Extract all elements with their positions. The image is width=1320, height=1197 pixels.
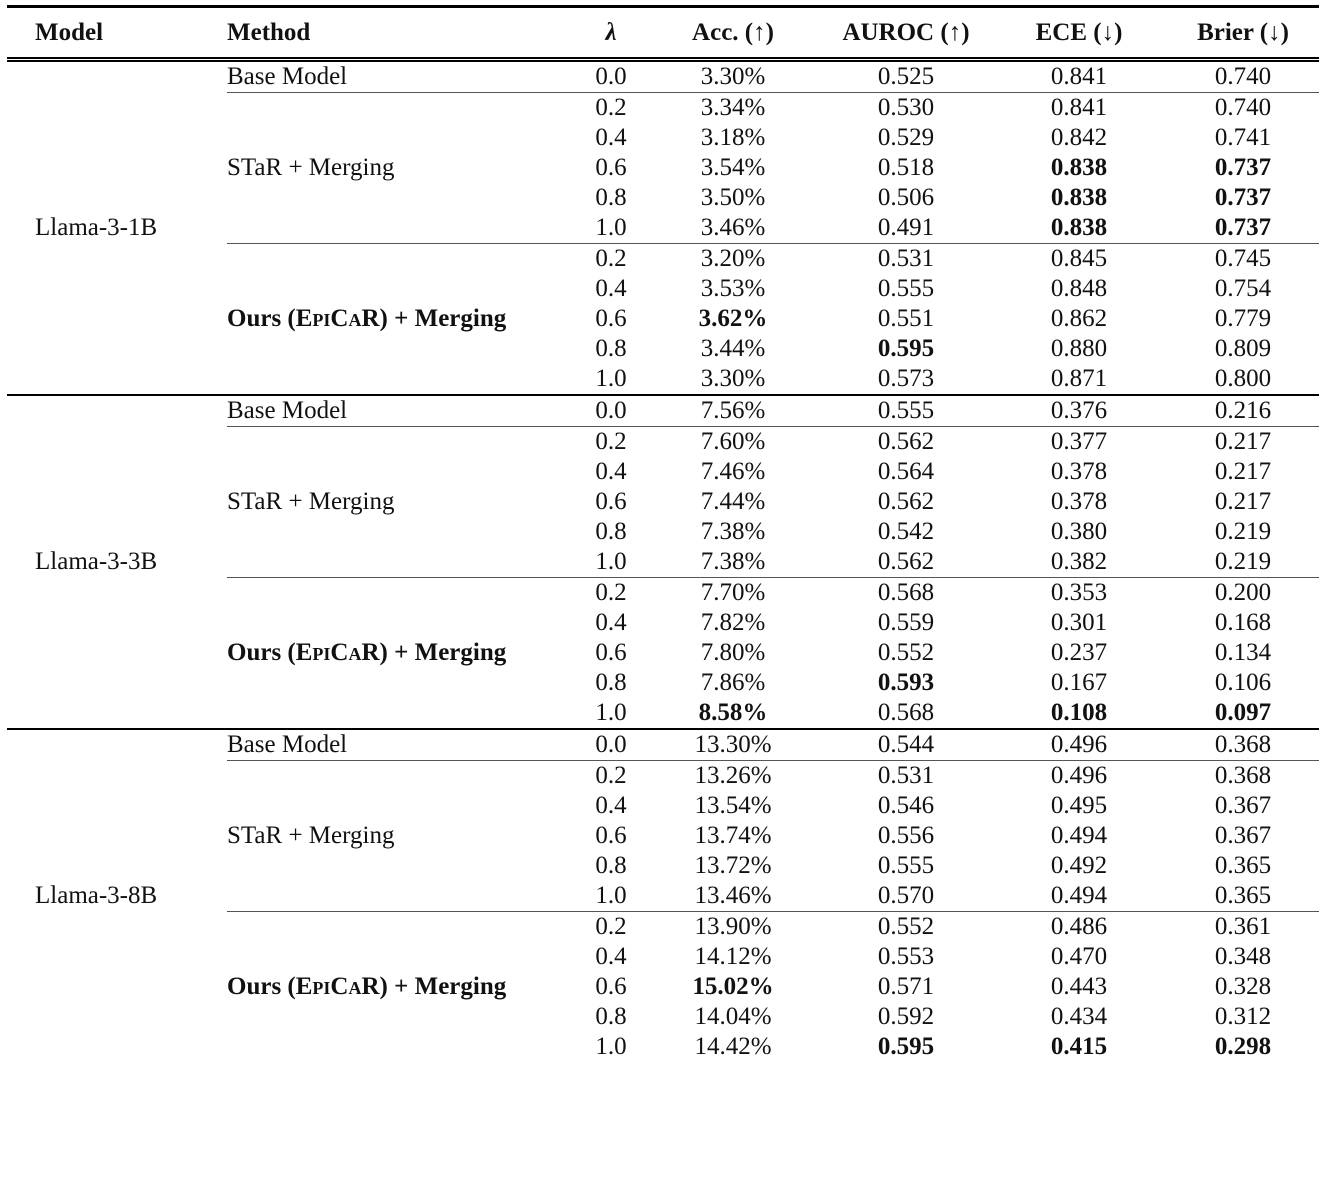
header-ece: ECE (↓)	[991, 7, 1167, 60]
method-acronym: EpiCaR	[295, 639, 380, 666]
lambda-cell: 1.0	[595, 548, 627, 575]
method-name: STaR + Merging	[227, 93, 577, 244]
lambda-cell: 0.6	[595, 305, 627, 332]
acc-cell: 7.44%	[700, 488, 766, 515]
ece-cell: 0.496	[991, 729, 1167, 761]
acc-cell: 7.70%	[645, 578, 821, 609]
acc-cell: 14.12%	[694, 943, 772, 970]
table-row	[7, 729, 1319, 761]
acc-cell: 8.58%	[698, 699, 768, 726]
brier-cell: 0.368	[1167, 729, 1319, 761]
auroc-cell: 0.552	[877, 639, 935, 666]
acc-cell: 7.38%	[700, 518, 766, 545]
method-name: Ours (EpiCaR) + Merging	[227, 244, 577, 396]
acc-cell: 7.86%	[700, 669, 766, 696]
lambda-cell: 0.0	[577, 729, 645, 761]
lambda-cell: 1.0	[595, 1033, 627, 1060]
acc-cell: 3.30%	[700, 63, 766, 90]
ece-cell: 0.495	[1050, 792, 1108, 819]
brier-cell: 0.217	[1214, 458, 1272, 485]
ece-cell: 0.838	[1050, 184, 1108, 211]
brier-cell: 0.312	[1214, 1003, 1272, 1030]
brier-cell: 0.741	[1214, 124, 1272, 151]
brier-cell: 0.737	[1214, 154, 1272, 181]
ece-cell: 0.380	[1050, 518, 1108, 545]
ece-cell: 0.353	[991, 578, 1167, 609]
model-name: Llama-3-3B	[7, 395, 227, 729]
brier-cell: 0.367	[1214, 822, 1272, 849]
auroc-cell: 0.491	[877, 214, 935, 241]
brier-cell: 0.216	[1167, 395, 1319, 427]
method-name: Ours (EpiCaR) + Merging	[227, 578, 577, 730]
acc-cell: 3.44%	[700, 335, 766, 362]
brier-cell: 0.219	[1214, 548, 1272, 575]
lambda-cell: 0.8	[595, 669, 627, 696]
header-model: Model	[7, 7, 227, 60]
header-lambda: λ	[577, 7, 645, 60]
ece-cell: 0.496	[991, 761, 1167, 792]
ece-cell: 0.841	[991, 93, 1167, 124]
ece-cell: 0.492	[1050, 852, 1108, 879]
results-table	[7, 5, 1319, 1062]
auroc-cell: 0.573	[877, 365, 935, 392]
lambda-cell: 0.4	[595, 943, 627, 970]
auroc-cell: 0.562	[877, 488, 935, 515]
lambda-cell: 1.0	[595, 365, 627, 392]
brier-cell: 0.737	[1214, 214, 1272, 241]
auroc-cell: 0.525	[877, 63, 935, 90]
lambda-cell: 1.0	[595, 882, 627, 909]
lambda-cell: 0.6	[595, 154, 627, 181]
lambda-cell: 0.2	[577, 912, 645, 943]
brier-cell: 0.200	[1167, 578, 1319, 609]
brier-cell: 0.740	[1167, 93, 1319, 124]
auroc-cell: 0.531	[821, 244, 991, 275]
auroc-cell: 0.556	[877, 822, 935, 849]
auroc-cell: 0.571	[877, 973, 935, 1000]
method-acronym: EpiCaR	[295, 973, 380, 1000]
ece-cell: 0.494	[1050, 822, 1108, 849]
ece-cell: 0.415	[1050, 1033, 1108, 1060]
ece-cell: 0.376	[991, 395, 1167, 427]
auroc-cell: 0.595	[877, 335, 935, 362]
ece-cell: 0.880	[1050, 335, 1108, 362]
method-name: Ours (EpiCaR) + Merging	[227, 912, 577, 1063]
auroc-cell: 0.562	[821, 427, 991, 458]
brier-cell: 0.809	[1214, 335, 1272, 362]
auroc-cell: 0.593	[877, 669, 935, 696]
auroc-cell: 0.570	[877, 882, 935, 909]
lambda-cell: 0.2	[577, 427, 645, 458]
ece-cell: 0.434	[1050, 1003, 1108, 1030]
acc-cell: 7.56%	[645, 395, 821, 427]
acc-cell: 13.72%	[694, 852, 772, 879]
ece-cell: 0.167	[1050, 669, 1108, 696]
lambda-cell: 0.6	[595, 639, 627, 666]
brier-cell: 0.800	[1214, 365, 1272, 392]
ece-cell: 0.382	[1050, 548, 1108, 575]
lambda-cell: 0.6	[595, 822, 627, 849]
method-name: Base Model	[227, 63, 348, 90]
ece-cell: 0.838	[1050, 214, 1108, 241]
method-name: STaR + Merging	[227, 427, 577, 578]
auroc-cell: 0.555	[877, 852, 935, 879]
acc-cell: 3.54%	[700, 154, 766, 181]
brier-cell: 0.168	[1214, 609, 1272, 636]
header-auroc: AUROC (↑)	[821, 7, 991, 60]
brier-cell: 0.365	[1214, 852, 1272, 879]
auroc-cell: 0.553	[877, 943, 935, 970]
brier-cell: 0.217	[1167, 427, 1319, 458]
auroc-cell: 0.562	[877, 548, 935, 575]
lambda-cell: 0.8	[595, 335, 627, 362]
acc-cell: 3.34%	[645, 93, 821, 124]
brier-cell: 0.348	[1214, 943, 1272, 970]
auroc-cell: 0.555	[877, 275, 935, 302]
ece-cell: 0.838	[1050, 154, 1108, 181]
lambda-cell: 0.8	[595, 852, 627, 879]
header-acc: Acc. (↑)	[645, 7, 821, 60]
brier-cell: 0.106	[1214, 669, 1272, 696]
lambda-cell: 0.0	[577, 395, 645, 427]
brier-cell: 0.737	[1214, 184, 1272, 211]
acc-cell: 14.42%	[694, 1033, 772, 1060]
brier-cell: 0.219	[1214, 518, 1272, 545]
ece-cell: 0.470	[1050, 943, 1108, 970]
acc-cell: 13.90%	[645, 912, 821, 943]
acc-cell: 3.20%	[645, 244, 821, 275]
ece-cell: 0.443	[1050, 973, 1108, 1000]
acc-cell: 13.26%	[645, 761, 821, 792]
acc-cell: 14.04%	[694, 1003, 772, 1030]
brier-cell: 0.779	[1214, 305, 1272, 332]
ece-cell: 0.237	[1050, 639, 1108, 666]
ece-cell: 0.871	[1050, 365, 1108, 392]
acc-cell: 7.46%	[700, 458, 766, 485]
ece-cell: 0.845	[991, 244, 1167, 275]
auroc-cell: 0.530	[821, 93, 991, 124]
auroc-cell: 0.531	[821, 761, 991, 792]
ece-cell: 0.378	[1050, 488, 1108, 515]
acc-cell: 7.82%	[700, 609, 766, 636]
table-body	[7, 60, 1319, 1063]
lambda-cell: 0.4	[595, 275, 627, 302]
ece-cell: 0.841	[1050, 63, 1108, 90]
acc-cell: 7.80%	[700, 639, 766, 666]
lambda-cell: 0.2	[577, 244, 645, 275]
ece-cell: 0.108	[1050, 699, 1108, 726]
lambda-cell: 0.4	[595, 609, 627, 636]
auroc-cell: 0.568	[821, 578, 991, 609]
header-row	[7, 7, 1319, 60]
acc-cell: 13.74%	[694, 822, 772, 849]
lambda-cell: 0.2	[577, 578, 645, 609]
acc-cell: 3.46%	[700, 214, 766, 241]
auroc-cell: 0.544	[821, 729, 991, 761]
acc-cell: 3.62%	[698, 305, 768, 332]
brier-cell: 0.368	[1167, 761, 1319, 792]
table-row	[7, 60, 1319, 93]
brier-cell: 0.217	[1214, 488, 1272, 515]
brier-cell: 0.361	[1167, 912, 1319, 943]
acc-cell: 7.60%	[645, 427, 821, 458]
ece-cell: 0.377	[991, 427, 1167, 458]
auroc-cell: 0.595	[877, 1033, 935, 1060]
acc-cell: 7.38%	[700, 548, 766, 575]
auroc-cell: 0.552	[821, 912, 991, 943]
lambda-cell: 0.0	[595, 63, 627, 90]
method-name: Base Model	[227, 729, 577, 761]
lambda-cell: 0.2	[577, 761, 645, 792]
lambda-cell: 0.6	[595, 973, 627, 1000]
lambda-cell: 0.4	[595, 792, 627, 819]
auroc-cell: 0.568	[877, 699, 935, 726]
auroc-cell: 0.551	[877, 305, 935, 332]
auroc-cell: 0.529	[877, 124, 935, 151]
ece-cell: 0.862	[1050, 305, 1108, 332]
header-brier: Brier (↓)	[1167, 7, 1319, 60]
auroc-cell: 0.559	[877, 609, 935, 636]
acc-cell: 13.54%	[694, 792, 772, 819]
acc-cell: 3.18%	[700, 124, 766, 151]
ece-cell: 0.494	[1050, 882, 1108, 909]
lambda-cell: 1.0	[595, 699, 627, 726]
brier-cell: 0.367	[1214, 792, 1272, 819]
lambda-cell: 1.0	[595, 214, 627, 241]
model-name: Llama-3-8B	[7, 729, 227, 1062]
acc-cell: 3.30%	[700, 365, 766, 392]
ece-cell: 0.301	[1050, 609, 1108, 636]
lambda-cell: 0.4	[595, 458, 627, 485]
header-method: Method	[227, 7, 577, 60]
auroc-cell: 0.592	[877, 1003, 935, 1030]
brier-cell: 0.097	[1214, 699, 1272, 726]
lambda-cell: 0.6	[595, 488, 627, 515]
brier-cell: 0.745	[1167, 244, 1319, 275]
auroc-cell: 0.555	[821, 395, 991, 427]
auroc-cell: 0.542	[877, 518, 935, 545]
brier-cell: 0.740	[1214, 63, 1272, 90]
acc-cell: 13.30%	[645, 729, 821, 761]
brier-cell: 0.365	[1214, 882, 1272, 909]
acc-cell: 13.46%	[694, 882, 772, 909]
brier-cell: 0.134	[1214, 639, 1272, 666]
auroc-cell: 0.546	[877, 792, 935, 819]
ece-cell: 0.842	[1050, 124, 1108, 151]
auroc-cell: 0.518	[877, 154, 935, 181]
brier-cell: 0.328	[1214, 973, 1272, 1000]
acc-cell: 15.02%	[692, 973, 774, 1000]
lambda-cell: 0.4	[595, 124, 627, 151]
method-acronym: EpiCaR	[295, 305, 380, 332]
method-name: STaR + Merging	[227, 761, 577, 912]
brier-cell: 0.298	[1214, 1033, 1272, 1060]
lambda-cell: 0.8	[595, 1003, 627, 1030]
brier-cell: 0.754	[1214, 275, 1272, 302]
lambda-cell: 0.2	[577, 93, 645, 124]
model-name: Llama-3-1B	[35, 214, 158, 241]
ece-cell: 0.486	[991, 912, 1167, 943]
table-row	[7, 395, 1319, 427]
lambda-cell: 0.8	[595, 518, 627, 545]
ece-cell: 0.378	[1050, 458, 1108, 485]
ece-cell: 0.848	[1050, 275, 1108, 302]
acc-cell: 3.53%	[700, 275, 766, 302]
method-name: Base Model	[227, 395, 577, 427]
auroc-cell: 0.564	[877, 458, 935, 485]
auroc-cell: 0.506	[877, 184, 935, 211]
acc-cell: 3.50%	[700, 184, 766, 211]
lambda-cell: 0.8	[595, 184, 627, 211]
